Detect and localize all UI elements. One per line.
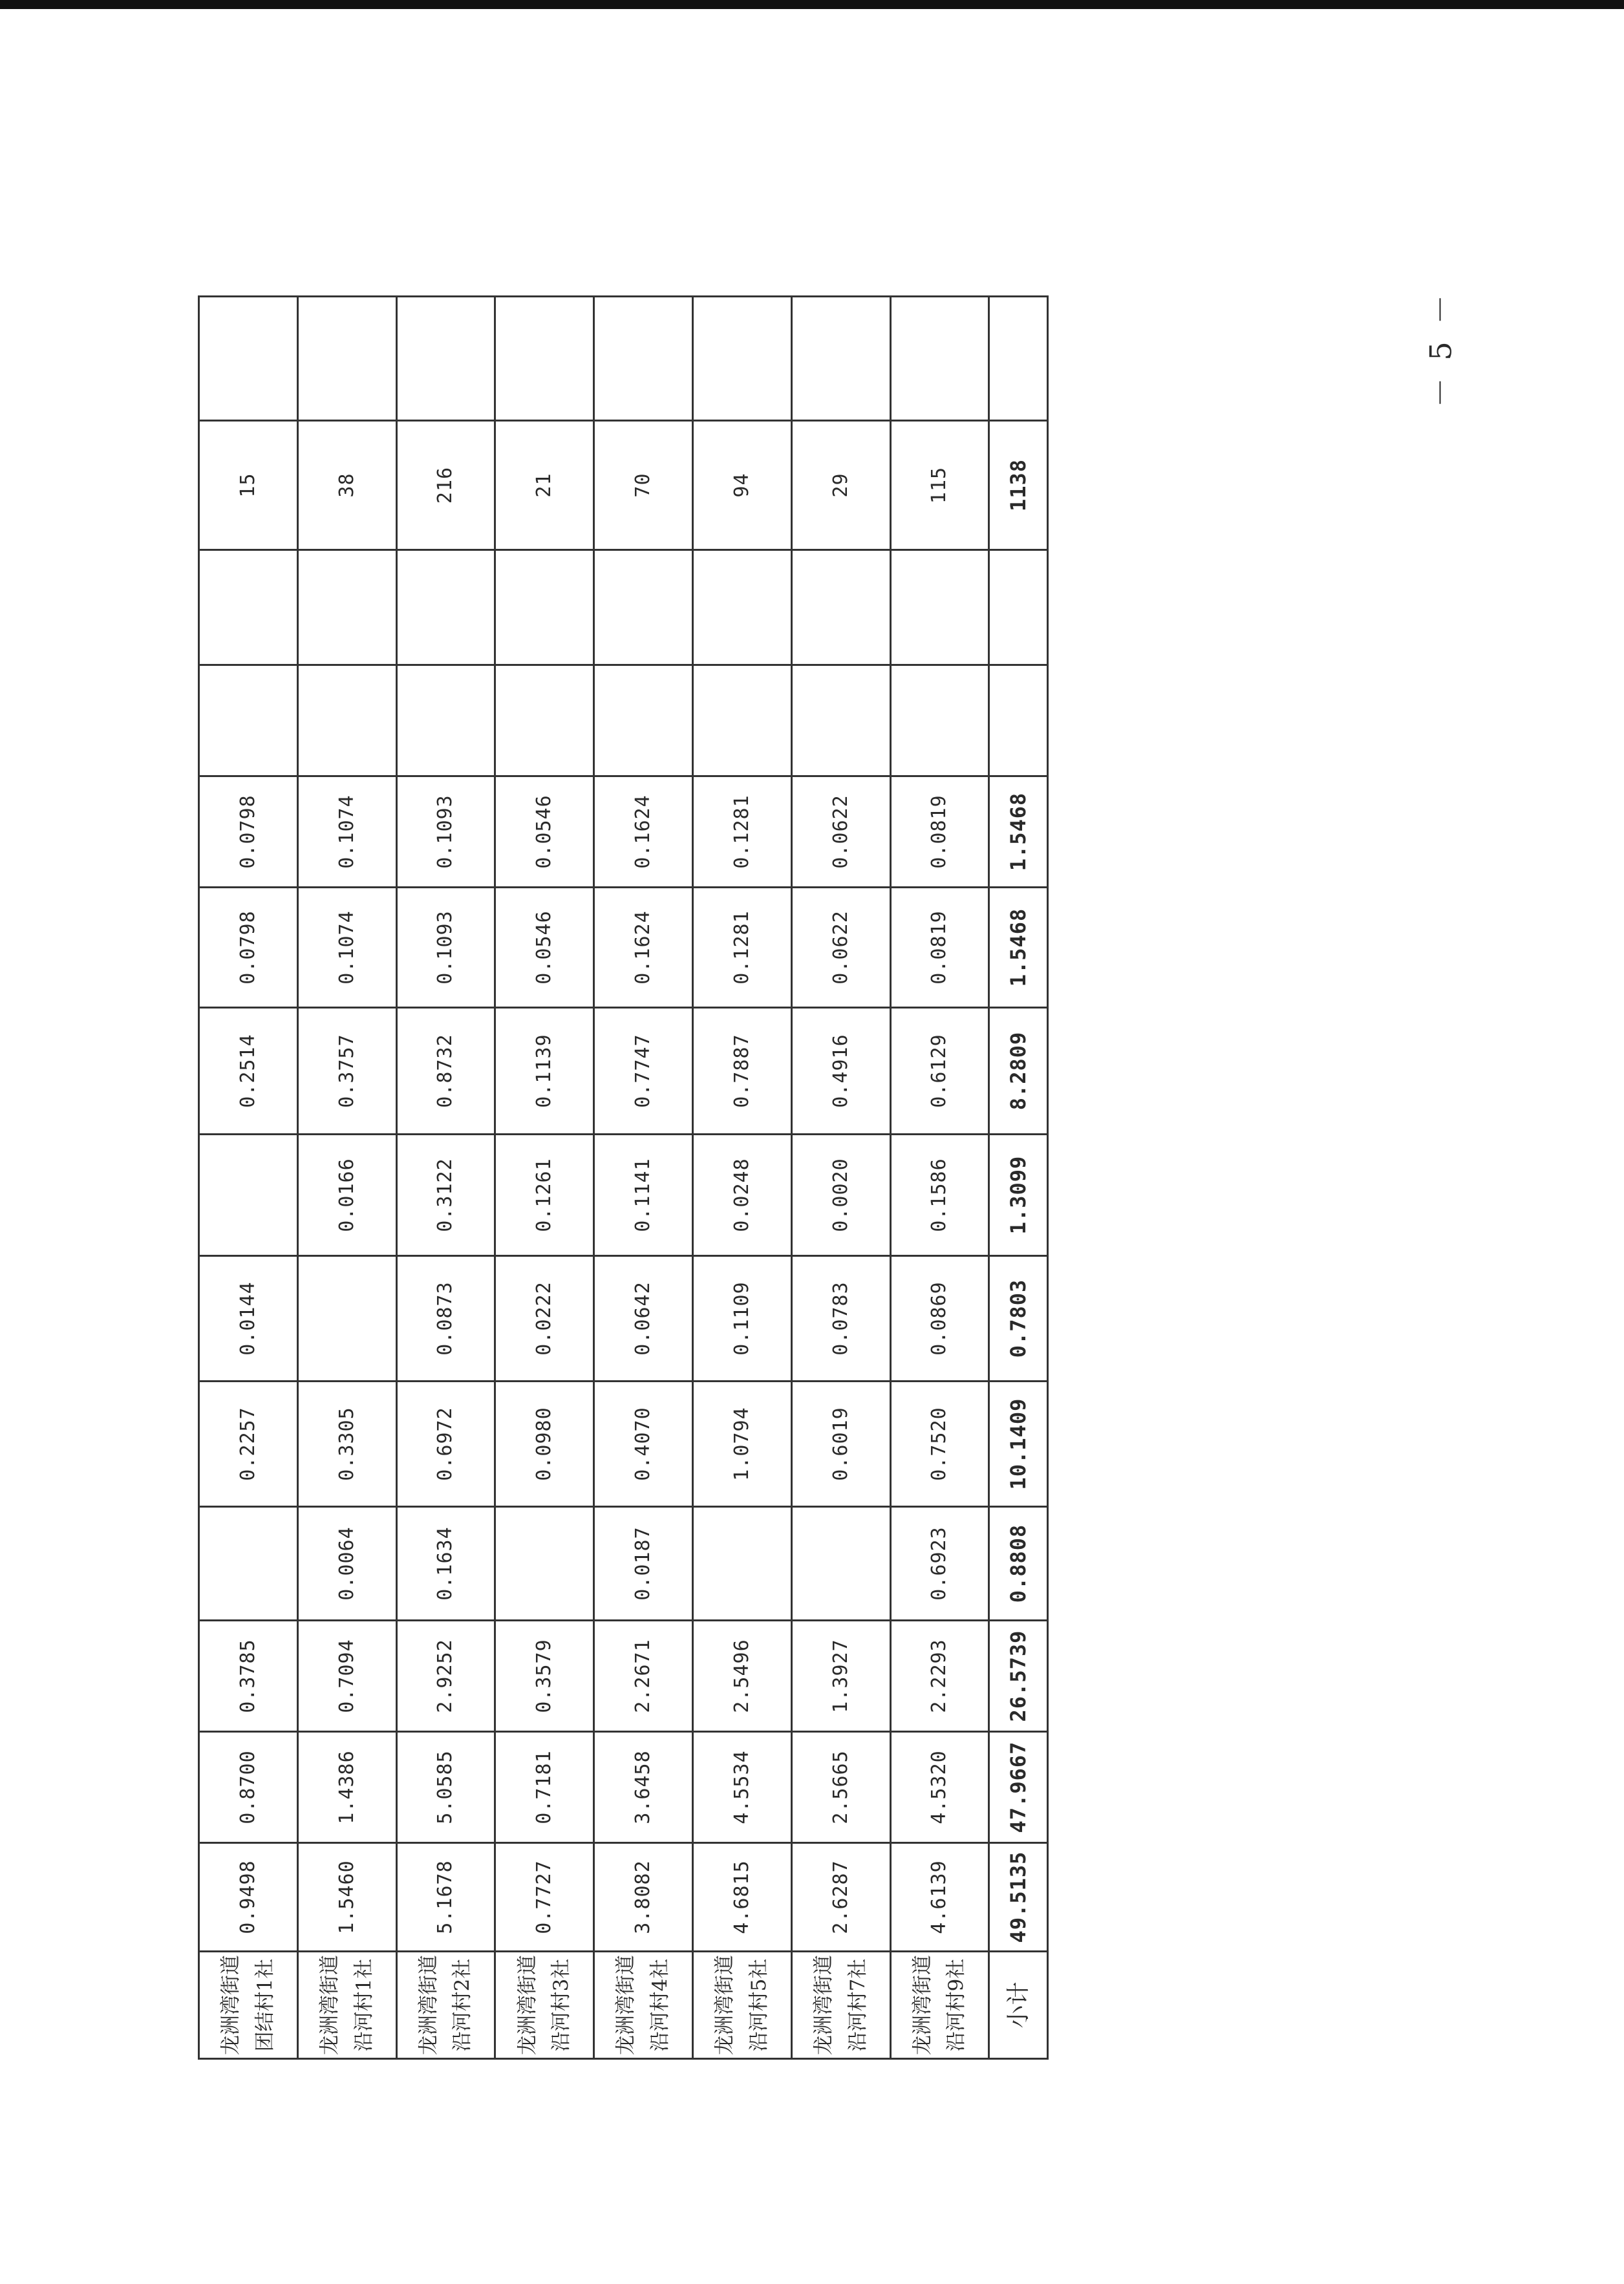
table-cell: [791, 550, 890, 665]
table-cell: 1138: [989, 421, 1048, 550]
table-cell: [297, 550, 396, 665]
table-cell: 0.0873: [396, 1256, 495, 1382]
table-cell: 47.9667: [989, 1732, 1048, 1843]
table-cell: 1.3099: [989, 1135, 1048, 1256]
table-row: [594, 297, 693, 2059]
table-cell: [495, 297, 594, 421]
table-cell: 49.5135: [989, 1843, 1048, 1952]
page-number-text: － 5 －: [1423, 290, 1458, 408]
table-cell: [594, 550, 693, 665]
table-cell: [692, 550, 791, 665]
table-cell: 0.3785: [199, 1621, 298, 1732]
table-cell: 0.1093: [396, 888, 495, 1008]
table-cell: 3.6458: [594, 1732, 693, 1843]
table-cell: 0.0783: [791, 1256, 890, 1382]
table-cell: 21: [495, 421, 594, 550]
table-cell: [890, 550, 989, 665]
table-cell: 2.5496: [692, 1621, 791, 1732]
table-cell: [199, 1135, 298, 1256]
table-cell: 0.1093: [396, 776, 495, 888]
table-cell: 2.2293: [890, 1621, 989, 1732]
table-row: [791, 297, 890, 2059]
table-cell: [199, 665, 298, 776]
table-cell: 0.0622: [791, 776, 890, 888]
row-name: 龙洲湾街道沿河村3社: [495, 1952, 594, 2059]
table-cell: 4.5320: [890, 1732, 989, 1843]
table-cell: [495, 550, 594, 665]
table-cell: 0.4070: [594, 1382, 693, 1507]
table-row: [297, 297, 396, 2059]
table-cell: 0.9498: [199, 1843, 298, 1952]
table-cell: 0.0166: [297, 1135, 396, 1256]
table-cell: 0.7181: [495, 1732, 594, 1843]
table-cell: [297, 665, 396, 776]
table-cell: 1.4386: [297, 1732, 396, 1843]
row-name: 龙洲湾街道沿河村1社: [297, 1952, 396, 2059]
table-cell: 0.1624: [594, 888, 693, 1008]
land-area-table-wrapper: [198, 297, 1049, 2060]
table-cell: 0.4916: [791, 1008, 890, 1135]
table-cell: 1.0794: [692, 1382, 791, 1507]
table-cell: 0.6019: [791, 1382, 890, 1507]
table-cell: 2.2671: [594, 1621, 693, 1732]
table-cell: [791, 297, 890, 421]
land-area-table: [198, 295, 1049, 2060]
row-name: 龙洲湾街道沿河村7社: [791, 1952, 890, 2059]
table-cell: [199, 550, 298, 665]
table-cell: 0.7727: [495, 1843, 594, 1952]
table-cell: [890, 665, 989, 776]
table-cell: 0.3305: [297, 1382, 396, 1507]
row-name: 龙洲湾街道沿河村9社: [890, 1952, 989, 2059]
table-cell: 15: [199, 421, 298, 550]
table-cell: [692, 1507, 791, 1621]
table-cell: 0.6972: [396, 1382, 495, 1507]
table-cell: [791, 1507, 890, 1621]
table-cell: [594, 297, 693, 421]
table-cell: 5.1678: [396, 1843, 495, 1952]
table-cell: 0.1281: [692, 888, 791, 1008]
table-cell: 1.3927: [791, 1621, 890, 1732]
table-cell: 38: [297, 421, 396, 550]
table-cell: 0.2514: [199, 1008, 298, 1135]
table-cell: 0.8700: [199, 1732, 298, 1843]
table-cell: 70: [594, 421, 693, 550]
table-cell: 0.1261: [495, 1135, 594, 1256]
table-cell: [495, 1507, 594, 1621]
table-cell: 0.1139: [495, 1008, 594, 1135]
table-cell: 0.2257: [199, 1382, 298, 1507]
table-cell: 0.8732: [396, 1008, 495, 1135]
table-row: [890, 297, 989, 2059]
table-cell: 0.0980: [495, 1382, 594, 1507]
table-cell: 0.0064: [297, 1507, 396, 1621]
scan-top-edge: [0, 0, 1624, 9]
table-cell: [791, 665, 890, 776]
table-cell: [989, 665, 1048, 776]
table-cell: 0.1624: [594, 776, 693, 888]
total-row: [989, 297, 1048, 2059]
table-row: [692, 297, 791, 2059]
table-cell: 10.1409: [989, 1382, 1048, 1507]
table-cell: [199, 1507, 298, 1621]
table-cell: 29: [791, 421, 890, 550]
table-cell: 1.5468: [989, 888, 1048, 1008]
table-cell: [495, 665, 594, 776]
table-cell: 2.5665: [791, 1732, 890, 1843]
table-cell: 4.6139: [890, 1843, 989, 1952]
table-cell: 5.0585: [396, 1732, 495, 1843]
table-row: [495, 297, 594, 2059]
table-cell: 0.0869: [890, 1256, 989, 1382]
table-cell: 0.7887: [692, 1008, 791, 1135]
table-cell: 0.3579: [495, 1621, 594, 1732]
table-cell: [396, 297, 495, 421]
table-cell: 0.7803: [989, 1256, 1048, 1382]
table-cell: [594, 665, 693, 776]
table-cell: 0.7520: [890, 1382, 989, 1507]
table-cell: 0.1074: [297, 888, 396, 1008]
table-cell: 0.0798: [199, 888, 298, 1008]
table-cell: [396, 550, 495, 665]
table-cell: 0.0642: [594, 1256, 693, 1382]
table-cell: 0.7747: [594, 1008, 693, 1135]
table-cell: 0.3122: [396, 1135, 495, 1256]
table-cell: 1.5460: [297, 1843, 396, 1952]
table-cell: 0.1141: [594, 1135, 693, 1256]
table-cell: 0.0222: [495, 1256, 594, 1382]
table-cell: [692, 297, 791, 421]
table-cell: [297, 297, 396, 421]
row-name: 龙洲湾街道沿河村2社: [396, 1952, 495, 2059]
table-cell: 2.6287: [791, 1843, 890, 1952]
table-cell: 0.0819: [890, 776, 989, 888]
table-cell: 0.0248: [692, 1135, 791, 1256]
table-cell: 4.5534: [692, 1732, 791, 1843]
table-cell: 0.3757: [297, 1008, 396, 1135]
table-cell: 2.9252: [396, 1621, 495, 1732]
table-cell: 216: [396, 421, 495, 550]
table-cell: [989, 550, 1048, 665]
table-cell: 0.0020: [791, 1135, 890, 1256]
table-body: [199, 297, 1048, 2059]
table-cell: [199, 297, 298, 421]
row-name: 龙洲湾街道沿河村4社: [594, 1952, 693, 2059]
table-cell: 0.7094: [297, 1621, 396, 1732]
table-cell: 0.1109: [692, 1256, 791, 1382]
table-cell: 0.1586: [890, 1135, 989, 1256]
row-name: 龙洲湾街道团结村1社: [199, 1952, 298, 2059]
row-name: 龙洲湾街道沿河村5社: [692, 1952, 791, 2059]
table-cell: 0.6923: [890, 1507, 989, 1621]
table-cell: 4.6815: [692, 1843, 791, 1952]
table-cell: 0.1281: [692, 776, 791, 888]
table-cell: 115: [890, 421, 989, 550]
table-cell: 0.0546: [495, 776, 594, 888]
page-number: [1384, 284, 1493, 414]
table-cell: 0.0144: [199, 1256, 298, 1382]
table-cell: [396, 665, 495, 776]
table-cell: 0.0798: [199, 776, 298, 888]
table-cell: [989, 297, 1048, 421]
table-cell: 94: [692, 421, 791, 550]
table-cell: [297, 1256, 396, 1382]
table-row: [199, 297, 298, 2059]
total-label: 小计: [989, 1952, 1048, 2059]
table-cell: 0.0187: [594, 1507, 693, 1621]
table-cell: 0.0819: [890, 888, 989, 1008]
table-cell: 0.1074: [297, 776, 396, 888]
table-row: [396, 297, 495, 2059]
table-cell: 8.2809: [989, 1008, 1048, 1135]
table-cell: 0.1634: [396, 1507, 495, 1621]
table-cell: 0.0546: [495, 888, 594, 1008]
table-cell: 1.5468: [989, 776, 1048, 888]
table-cell: 3.8082: [594, 1843, 693, 1952]
table-cell: 0.6129: [890, 1008, 989, 1135]
table-cell: [692, 665, 791, 776]
table-cell: 0.0622: [791, 888, 890, 1008]
table-cell: [890, 297, 989, 421]
table-cell: 0.8808: [989, 1507, 1048, 1621]
table-cell: 26.5739: [989, 1621, 1048, 1732]
